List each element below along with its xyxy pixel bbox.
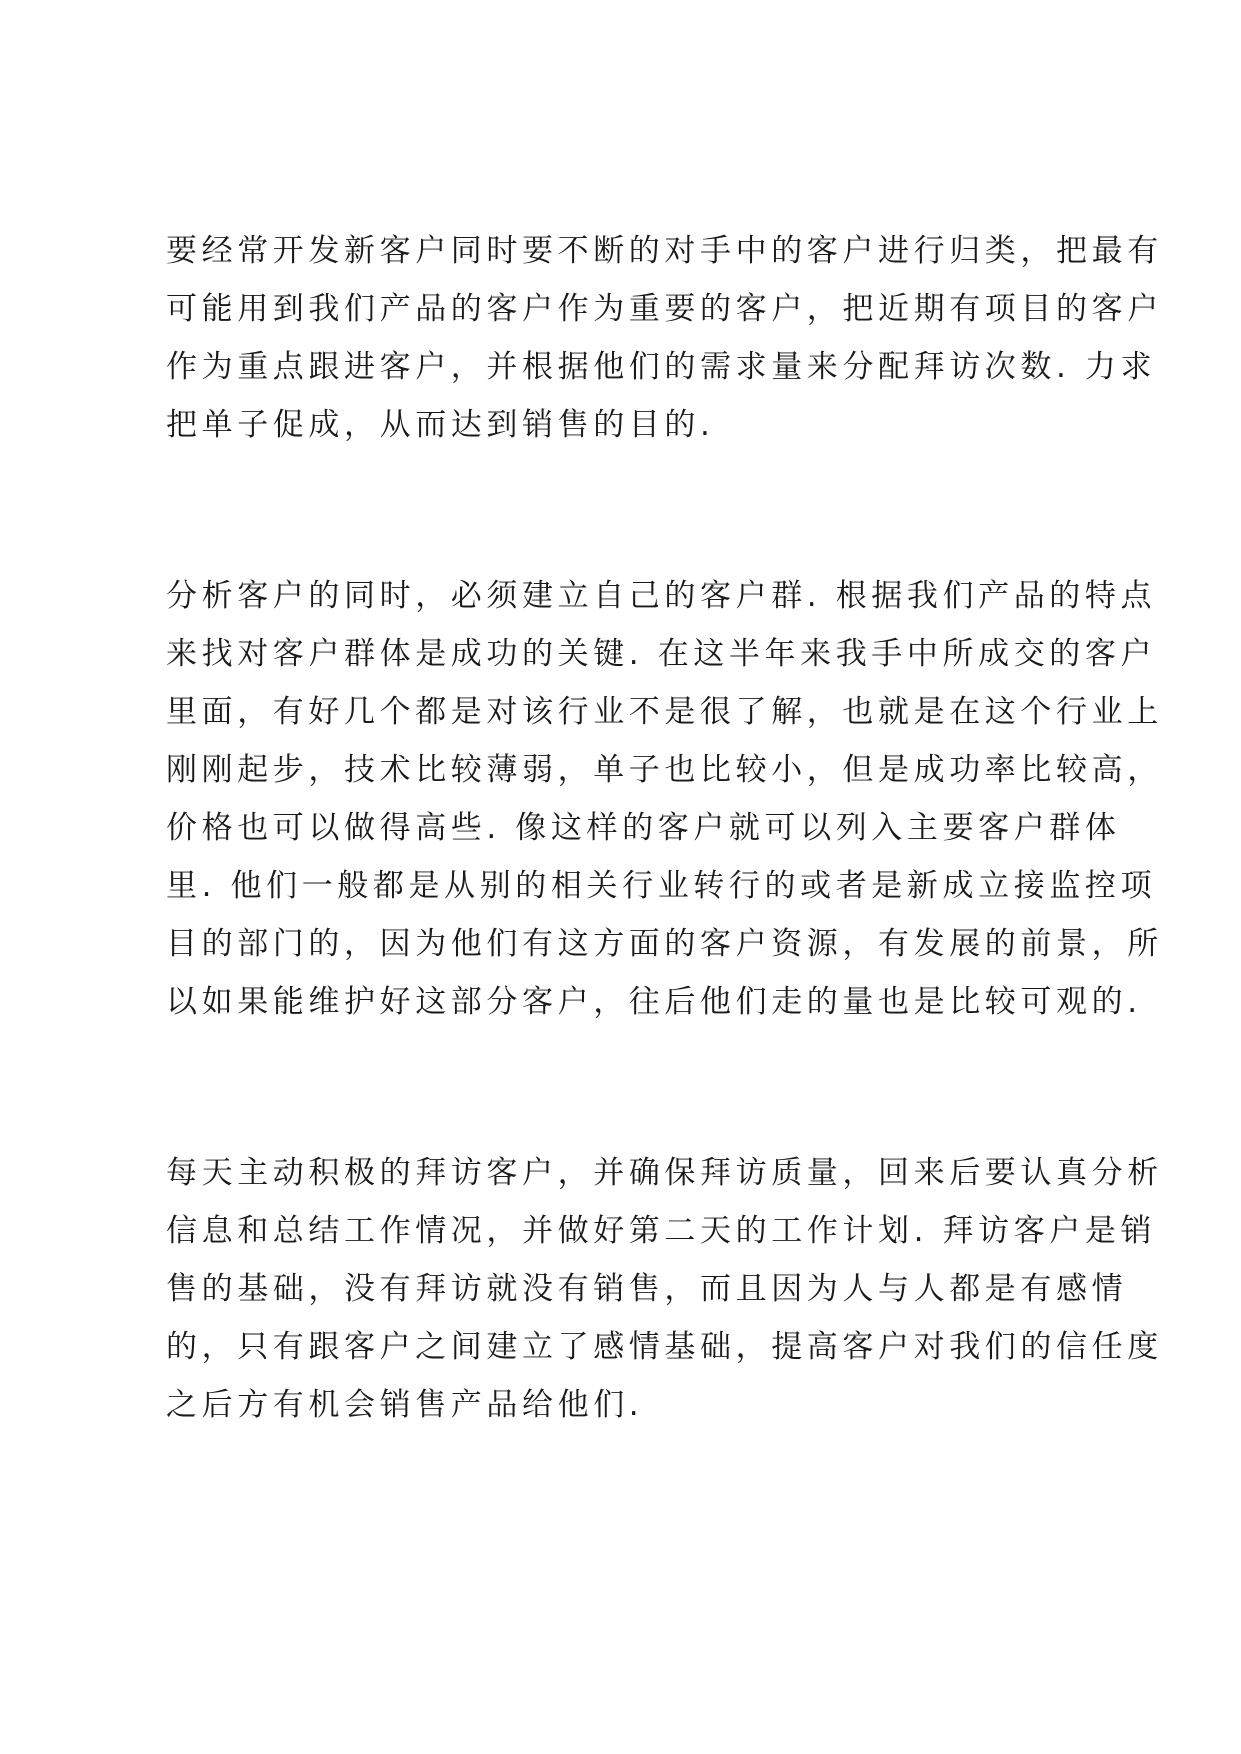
paragraph-line: 以如果能维护好这部分客户，往后他们走的量也是比较可观的. <box>166 984 1142 1020</box>
paragraph-line: 来找对客户群体是成功的关键. 在这半年来我手中所成交的客户 <box>166 636 1157 672</box>
paragraph-spacer <box>166 454 1101 567</box>
paragraph-spacer <box>166 1031 1101 1144</box>
paragraph-line: 信息和总结工作情况，并做好第二天的工作计划. 拜访客户是销 <box>166 1213 1157 1249</box>
document-body <box>166 222 1163 1434</box>
paragraph-1 <box>166 222 1163 454</box>
paragraph-line: 作为重点跟进客户，并根据他们的需求量来分配拜访次数. 力求 <box>166 349 1157 385</box>
paragraph-line: 每天主动积极的拜访客户，并确保拜访质量，回来后要认真分析 <box>166 1155 1163 1191</box>
paragraph-line: 分析客户的同时，必须建立自己的客户群. 根据我们产品的特点 <box>166 578 1157 614</box>
paragraph-line: 要经常开发新客户同时要不断的对手中的客户进行归类，把最有 <box>166 233 1163 269</box>
paragraph-line: 之后方有机会销售产品给他们. <box>166 1387 644 1423</box>
paragraph-line: 可能用到我们产品的客户作为重要的客户，把近期有项目的客户 <box>166 291 1163 327</box>
paragraph-line: 里. 他们一般都是从别的相关行业转行的或者是新成立接监控项 <box>166 868 1157 904</box>
paragraph-3 <box>166 1144 1163 1434</box>
paragraph-line: 价格也可以做得高些. 像这样的客户就可以列入主要客户群体 <box>166 810 1121 846</box>
paragraph-line: 把单子促成，从而达到销售的目的. <box>166 407 715 443</box>
paragraph-line: 刚刚起步，技术比较薄弱，单子也比较小，但是成功率比较高， <box>166 752 1163 788</box>
paragraph-line: 的，只有跟客户之间建立了感情基础，提高客户对我们的信任度 <box>166 1329 1163 1365</box>
paragraph-line: 里面，有好几个都是对该行业不是很了解，也就是在这个行业上 <box>166 694 1163 730</box>
paragraph-2 <box>166 567 1163 1031</box>
paragraph-line: 售的基础，没有拜访就没有销售，而且因为人与人都是有感情 <box>166 1271 1128 1307</box>
paragraph-line: 目的部门的，因为他们有这方面的客户资源，有发展的前景，所 <box>166 926 1163 962</box>
